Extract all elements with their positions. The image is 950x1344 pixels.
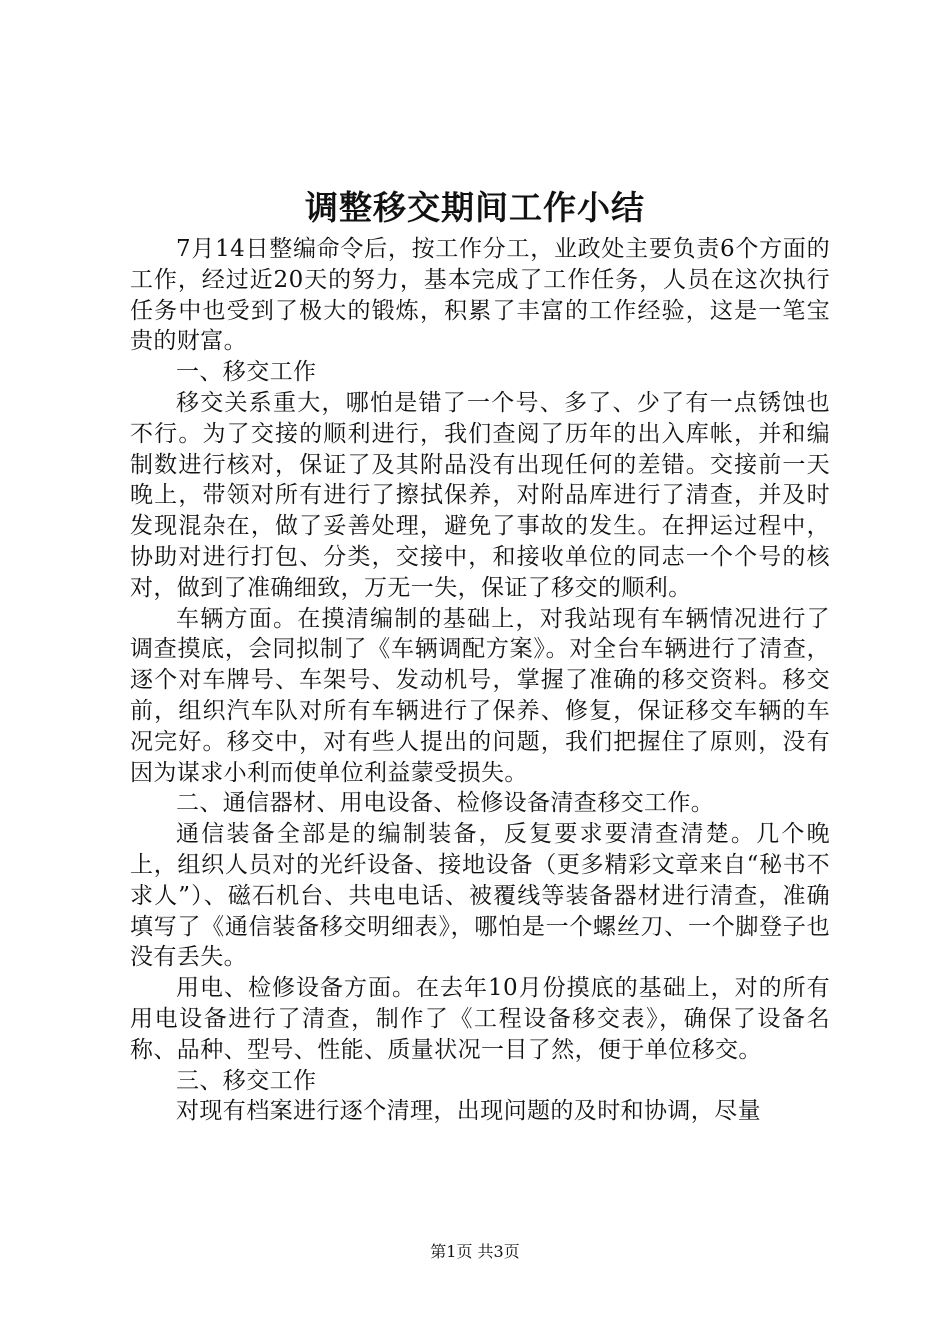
intro-paragraph: 7月14日整编命令后，按工作分工，业政处主要负责6个方面的工作，经过近20天的努力，基本完成了工作任务，人员在这次执行任务中也受到了极大的锻炼，积累了丰富的工作经验，这是一笔宝贵的财富。 <box>130 236 830 355</box>
section-heading-3: 三、移交工作 <box>176 1067 317 1094</box>
document-title: 调整移交期间工作小结 <box>305 188 645 227</box>
body-paragraph: 通信装备全部是的编制装备，反复要求要清查清楚。几个晚上，组织人员对的光纤设备、接地设备（更多精彩文章来自“秘书不求人”）、磁石机台、共电电话、被覆线等装备器材进行清查，准确填写了《通信装备移交明细表》，哪怕是一个螺丝刀、一个脚登子也没有丢失。 <box>130 821 830 971</box>
body-paragraph: 移交关系重大，哪怕是错了一个号、多了、少了有一点锈蚀也不行。为了交接的顺利进行，我们查阅了历年的出入库帐，并和编制数进行核对，保证了及其附品没有出现任何的差错。交接前一天晚上，带领对所有进行了擦拭保养，对附品库进行了清查，并及时发现混杂在，做了妥善处理，避免了事故的发生。在押运过程中，协助对进行打包、分类，交接中，和接收单位的同志一个个号的核对，做到了准确细致，万无一失，保证了移交的顺利。 <box>130 389 830 601</box>
body-paragraph: 车辆方面。在摸清编制的基础上，对我站现有车辆情况进行了调查摸底，会同拟制了《车辆调配方案》。对全台车辆进行了清查，逐个对车牌号、车架号、发动机号，掌握了准确的移交资料。移交前，组织汽车队对所有车辆进行了保养、修复，保证移交车辆的车况完好。移交中，对有些人提出的问题，我们把握住了原则，没有因为谋求小利而使单位利益蒙受损失。 <box>130 605 830 786</box>
section-heading-2: 二、通信器材、用电设备、检修设备清查移交工作。 <box>176 790 715 817</box>
section-heading-1: 一、移交工作 <box>176 359 317 386</box>
body-paragraph: 对现有档案进行逐个清理，出现问题的及时和协调，尽量 <box>176 1098 761 1125</box>
body-paragraph: 用电、检修设备方面。在去年10月份摸底的基础上，对的所有用电设备进行了清查，制作了《工程设备移交表》，确保了设备名称、品种、型号、性能、质量状况一目了然，便于单位移交。 <box>130 975 830 1063</box>
document-body <box>130 234 830 1127</box>
page-number-footer: 第1页 共3页 <box>430 1242 520 1261</box>
